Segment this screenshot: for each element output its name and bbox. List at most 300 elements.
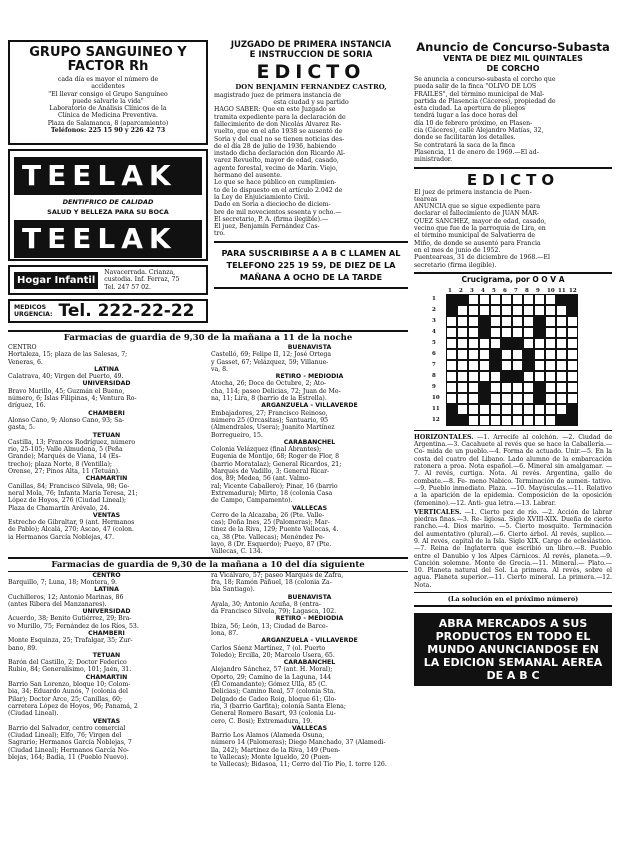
clue-line: capital de la Isla. Siglo XIX. Cargo de [452, 537, 572, 545]
crossword-cell [523, 404, 534, 415]
crossword-cell [556, 393, 567, 404]
clue-line: Argentina, gallo de combate.—8. Fe- [414, 470, 613, 485]
crossword-cell [501, 404, 512, 415]
grid-row-number: 7 [432, 361, 436, 368]
clue-line: el Danubio y los Alpes Cárnicos. Al [433, 552, 550, 560]
edicto-line: declarar el fallecimiento de JUAN MAR- [414, 210, 540, 218]
pharmacy-line: Extremadura); Mirto, 18 (colonia Casa [211, 489, 333, 497]
grid-row-number: 10 [432, 394, 440, 401]
crossword-cell [468, 393, 479, 404]
grid-column-number: 3 [470, 287, 474, 294]
crossword-cell [534, 360, 545, 371]
juzgado-body [214, 92, 408, 238]
crossword-cell [523, 305, 534, 316]
crossword-cell [523, 316, 534, 327]
district-heading: TETUAN [92, 651, 121, 659]
grid-column-number: 7 [514, 287, 518, 294]
grid-column-number: 12 [569, 287, 577, 294]
pharmacy-line: Acuerdo, 38; Benito Gutiérrez, 29; Bra- [8, 615, 132, 623]
crossword-black-cell [501, 338, 512, 349]
district-heading: UNIVERSIDAD [82, 608, 131, 616]
clue-line: actuado. Unir.—5. En la costa del [414, 448, 612, 463]
pharmacy-line: tínez de la Riva, 129; Puente Vallecas, 4. [211, 526, 339, 534]
pharmacy-2-right [211, 572, 408, 769]
crossword-grid [432, 288, 592, 428]
pharmacy-2-left [8, 572, 205, 769]
crossword-cell [545, 349, 556, 360]
crossword-cell [567, 338, 578, 349]
crossword-black-cell [534, 382, 545, 393]
crossword-black-cell [523, 360, 534, 371]
clue-line: Planeta superior.—11. Cierto mineral. [434, 574, 556, 582]
pharmacy-line: dos, 89; Medea, 56 (ant. Valmo- [211, 475, 311, 483]
pharmacy-line: Ayala, 30; Antonio Acuña, 8 (entra- [211, 600, 321, 608]
crossword-cell [490, 316, 501, 327]
crossword-cell [479, 294, 490, 305]
district-heading: UNIVERSIDAD [82, 380, 131, 388]
edicto-line: El juez de primera instancia de Puen- [414, 188, 532, 196]
hogar-line: custodia. Inf. Ferraz, 75 [104, 276, 180, 284]
district-heading: CHAMBERI [88, 409, 125, 417]
pharmacy-line: (Ciudad Lineal); Elfo, 76; Virgen del [8, 732, 122, 740]
clue-line: español.—6. Mineral sin amalgamar. [486, 463, 604, 471]
pharmacy-line: Cerro de la Alcazaba, 26 (Pte. Valle- [211, 511, 325, 519]
crossword-cell [556, 327, 567, 338]
anuncio-line: esta ciudad. La apertura de pliegos [414, 105, 526, 113]
crossword-black-cell [512, 371, 523, 382]
edicto-line: el término municipal de Salvatierra de [414, 232, 536, 240]
medicos-urgencia-ad [8, 299, 208, 323]
pharmacy-line: da Francisco Silvela, 79); Lagasca, 102. [211, 608, 337, 616]
crossword-black-cell [534, 327, 545, 338]
crossword-cell [567, 360, 578, 371]
pharmacy-line: Marqués de Vadillo, 3; General Ricar- [211, 468, 330, 476]
crossword-cell [457, 327, 468, 338]
clue-line: —7. Al revés, curtiga. Nota. Ai revés. [414, 463, 613, 478]
crossword-cell [512, 393, 523, 404]
crossword-cell [457, 382, 468, 393]
pharmacy-line: Grande); Marqués de Viana, 14 (Es- [8, 453, 121, 461]
pharmacy-line: Veneras, 6. [8, 358, 43, 366]
crossword-cell [567, 371, 578, 382]
crossword-black-cell [479, 393, 490, 404]
pharmacy-line: Barrio Los Alamos (Alameda Osuna, [211, 732, 325, 740]
juzgado-heading-2: E INSTRUCCION DE SORIA [249, 50, 373, 60]
crossword-cell [556, 338, 567, 349]
crossword-cell [545, 382, 556, 393]
crossword-cell [479, 404, 490, 415]
district-heading: VALLECAS [291, 504, 328, 512]
anuncio-line: ministrador. [414, 156, 453, 164]
crossword-cell [501, 382, 512, 393]
crossword-cell [534, 294, 545, 305]
pharmacy-line: gasta, 5. [8, 424, 35, 432]
pharmacy-1-left [8, 344, 205, 556]
grid-row-number: 12 [432, 416, 440, 423]
juzgado-line: magistrado juez de primera instancia de [214, 91, 341, 99]
district-heading: RETIRO - MEDIODIA [275, 373, 344, 381]
clue-line: cuatro del Libano. Lado alumno de la [445, 455, 569, 463]
crossword-cell [512, 382, 523, 393]
grupo-line: accidentes [91, 83, 125, 91]
grid-column-number: 4 [481, 287, 485, 294]
anuncio-line: cia (Cáceres), calle Alejandro Matías, 32, [414, 127, 544, 135]
pharmacy-line: López de Hoyos, 276 (Ciudad Lineal); [8, 497, 127, 505]
pharmacy-line: Barrio San Lorenzo, bloque 10; Colom- [8, 681, 131, 689]
pharmacy-line: Vallecas, C. 134. [211, 548, 263, 556]
anuncio-line: Se contratará la saca de la finca [414, 141, 516, 149]
crossword-cell [534, 349, 545, 360]
hogar-infantil-logo: Hogar Infantil [14, 272, 98, 289]
edicto-title: EDICTO [466, 170, 560, 189]
crossword-cell [457, 305, 468, 316]
juzgado-notice [214, 40, 408, 243]
grupo-line: Clínica de Medicina Preventiva. [58, 112, 158, 120]
juzgado-line: vuelto, que en el año 1938 se ausentó de [214, 128, 343, 136]
clue-line: —2. Ciudad de Argentina.—3. Cacahuete [414, 433, 612, 449]
crossword-cell [545, 316, 556, 327]
clue-line: aparición de la epidemia. Composición [430, 492, 559, 500]
crossword-cell [479, 338, 490, 349]
juzgado-judge-name: DON BENJAMIN FERNANDEZ CASTRO, [235, 83, 387, 91]
crossword-cell [490, 415, 501, 426]
pharmacy-line: número 14 (Palomeras); Diego Manchado, 37 (Alamedi- [211, 739, 386, 747]
grid-column-number: 8 [525, 287, 529, 294]
crossword-cell [545, 360, 556, 371]
district-heading: CHAMBERI [88, 629, 125, 637]
clue-line: meno Nabico. Terminación de aumen- [469, 477, 590, 485]
crossword-cell [457, 404, 468, 415]
edicto-line: QUEZ SANCHEZ, mayor de edad, casado, [414, 217, 547, 225]
crossword-cell [468, 349, 479, 360]
district-heading: LATINA [94, 586, 119, 594]
clue-line: tativo.—9. Pueblo inmediato. Plaza. [414, 477, 613, 492]
anuncio-subtitle-1: VENTA DE DIEZ MIL QUINTALES [443, 54, 583, 63]
pharmacy-line: Embajadores, 27; Francisco Reinoso, [211, 409, 328, 417]
pharmacy-line: Castilla, 13; Francos Rodríguez, número [8, 438, 136, 446]
pharmacy-line: ia Hermanos García Noblejas, 47. [8, 533, 115, 541]
district-heading: ARGANZUELA - VILLAVERDE [261, 637, 358, 645]
edicto-body [414, 189, 612, 269]
clue-line: embarcación ratonera a proa. Nota [414, 455, 612, 471]
pharmacy-line: Toledo); Ercilla, 20; Marcelo Usera, 65. [211, 651, 335, 659]
crossword-cell [479, 360, 490, 371]
crossword-black-cell [534, 393, 545, 404]
crossword-cell [523, 338, 534, 349]
crossword-cell [446, 360, 457, 371]
district-heading: LATINA [94, 365, 119, 373]
crossword-black-cell [457, 415, 468, 426]
grid-row-number: 11 [432, 405, 440, 412]
crossword-cell [545, 294, 556, 305]
district-heading: BUENAVISTA [287, 593, 332, 601]
juzgado-line: tro. [214, 230, 226, 238]
crossword-cell [523, 415, 534, 426]
juzgado-line: la Ley de Enjuiciamiento Civil. [214, 193, 310, 201]
crossword-cell [446, 338, 457, 349]
crossword-cell [512, 360, 523, 371]
pharmacy-line: lona, 87. [211, 629, 239, 637]
pharmacy-line: Alonso Cano, 9; Alonso Cano, 93; Sa- [8, 416, 125, 424]
juzgado-line: tramita expediente para la declaración de [214, 113, 346, 121]
juzgado-line: hermano del ausente. [214, 172, 283, 180]
clue-line: Plato.—10. Planeta natural del Sol. [414, 559, 612, 575]
clue-line: —1. Cierto pez de río. [464, 508, 539, 516]
grid-column-number: 1 [448, 287, 452, 294]
crossword-black-cell [501, 371, 512, 382]
grid-column-number: 10 [547, 287, 555, 294]
clue-line: —5. Cierto mosquito. Terminación del [414, 523, 613, 538]
district-heading: CENTRO [92, 571, 121, 579]
grupo-line: "El llevar consigo el Grupo Sanguíneo [48, 90, 168, 98]
juzgado-line: bre de mil novecientos sesenta y ocho.— [214, 208, 342, 216]
district-heading: VENTAS [92, 717, 121, 725]
district-heading: VALLECAS [291, 724, 328, 732]
crossword-black-cell [479, 382, 490, 393]
pharmacy-line: Barquillo, 7; Luna, 18; Montera, 9. [8, 578, 118, 586]
crucigrama [414, 274, 612, 431]
pharmacy-line: Barón del Castillo, 2; Doctor Federico [8, 659, 127, 667]
pharmacy-section [8, 330, 408, 769]
crossword-cell [512, 349, 523, 360]
crossword-cell [567, 327, 578, 338]
pharmacy-line: na, 11; Lira, 8 (barrio de la Estrella). [211, 395, 327, 403]
pharmacy-line: te Vallecas); Monte Igueldo, 20 (Puen- [211, 754, 332, 762]
district-heading: TETUAN [92, 431, 121, 439]
juzgado-line: HAGO SABER: Que en este Juzgado se [214, 106, 336, 114]
pharmacy-line: General Romero Basart, 93 (colonia Lu- [211, 710, 336, 718]
clue-line: —1. Arrecife al colchón. [477, 433, 559, 441]
crossword-cell [523, 294, 534, 305]
district-heading: VENTAS [92, 511, 121, 519]
crossword-cell [501, 294, 512, 305]
pharmacy-line: (El Comandante); Gómez Ulla, 85 (C. [211, 681, 328, 689]
pharmacy-line: bano, 89. [8, 644, 38, 652]
right-column [414, 40, 612, 686]
crossword-cell [512, 404, 523, 415]
grupo-sanguineo-ad [8, 40, 208, 145]
pharmacy-line: ria, 3 (barrio Garfita); colonia Santa Elena; [211, 702, 346, 710]
pharmacy-line: ral; Vicente Caballero); Pinar, 16 (barrio [211, 482, 338, 490]
grid-row-number: 2 [432, 306, 436, 313]
crossword-black-cell [567, 294, 578, 305]
hogar-line: Navacerrada. Crianza, [104, 269, 176, 277]
crossword-cell [468, 404, 479, 415]
juzgado-line: fallecimiento de don Nicolás Alvarez Re- [214, 120, 342, 128]
crossword-cell [534, 415, 545, 426]
grid-column-number: 6 [503, 287, 507, 294]
crossword-cell [490, 327, 501, 338]
pharmacy-line: de Campo, Campamento). [211, 497, 293, 505]
teelak-tagline-2: SALUD Y BELLEZA PARA SU BOCA [47, 208, 169, 216]
crossword-cell [534, 305, 545, 316]
grupo-line: cada día es mayor el número de [57, 76, 159, 83]
crossword-cell [523, 393, 534, 404]
pharmacy-line: lla, 242); Martínez de la Riva, 149 (Puen- [211, 746, 341, 754]
pharmacy-line: dríguez, 16. [8, 402, 46, 410]
grid-row-number: 3 [432, 317, 436, 324]
crossword-cell [556, 404, 567, 415]
crossword-cell [545, 338, 556, 349]
pharmacy-line: rio, 25-105; Valle Almudena, 5 (Peña [8, 446, 123, 454]
anuncio-title: Anuncio de Concurso-Subasta [416, 40, 610, 54]
clue-line: cierto rancho.—4. Dios marino. [414, 516, 613, 531]
clue-line: mida de un pueblo.—4. Forma de [427, 448, 534, 456]
crossword-black-cell [523, 349, 534, 360]
crossword-black-cell [446, 415, 457, 426]
crossword-cell [545, 305, 556, 316]
pharmacy-line: fra, 18; Ramón Pañuel, 18 (colonia Za- [211, 578, 332, 586]
juzgado-line: El juez, Benjamín Fernández Cas- [214, 223, 320, 231]
juzgado-line: agente forestal, vecino de Marín. Viejo, [214, 164, 338, 172]
crossword-cell [567, 349, 578, 360]
clue-line: de la oposición (femenino).—12. Anti- [414, 492, 613, 507]
juzgado-line: Lo que se hace público en cumplimien- [214, 179, 337, 187]
crossword-cell [446, 393, 457, 404]
clue-line: La primera.—12. Nota. [414, 574, 613, 589]
crossword-cell [446, 316, 457, 327]
crossword-cell [512, 294, 523, 305]
teelak-tagline-1: DENTIFRICO DE CALIDAD [62, 198, 154, 206]
grid-row-number: 4 [432, 328, 436, 335]
crossword-cell [457, 360, 468, 371]
crossword-cell [512, 327, 523, 338]
crossword-cell [479, 305, 490, 316]
pharmacy-line: Borregueiro, 15. [211, 431, 263, 439]
pharmacy-line: Pilar); Doctor Arce, 25; Canillas, 60; [8, 695, 123, 703]
edicto-line: en el mes de junio de 1952. [414, 246, 501, 254]
crossword-cell [490, 305, 501, 316]
crossword-black-cell [479, 327, 490, 338]
anuncio-line: Se anuncia a concurso-subasta el corcho que [414, 76, 556, 83]
crossword-cell [556, 360, 567, 371]
crossword-cell [468, 338, 479, 349]
pharmacy-line: Estrecho de Gibraltar, 9 (ant. Hermanos [8, 519, 135, 527]
hogar-infantil-ad [8, 265, 208, 295]
crossword-cell [534, 338, 545, 349]
crossword-cell [468, 360, 479, 371]
teelak-ad [8, 149, 208, 261]
clue-line: gua letra.—13. Labrar. [484, 499, 556, 507]
grid-row-number: 9 [432, 383, 436, 390]
anuncio-line: Plasencia, 11 de enero de 1969.—El ad- [414, 148, 539, 156]
pharmacy-line: Atocha, 26; Doce de Octubre, 2; Ato- [211, 380, 327, 388]
anuncio-line: día 10 de febrero próximo, en Plasen- [414, 119, 533, 127]
pharmacy-line: Eugenia de Montijo, 68; Roger de Flor, 8 [211, 453, 340, 461]
pharmacy-line: layo, 8 (Dr. Esquerdo); Pueyo, 87 (Pte. [211, 541, 332, 549]
pharmacy-line: Plaza de Chamartín Arévalo, 24. [8, 504, 110, 512]
district-heading: RETIRO - MEDIODIA [275, 615, 344, 623]
pharmacy-line: y Gasset, 67; Velázquez, 59; Villanue- [211, 358, 329, 366]
pharmacy-line: de Pablo); Alcalá, 270; Ascao, 47 (colon. [8, 526, 134, 534]
pharmacy-line: Canillas, 84; Francisco Silvela, 98; Ge- [8, 482, 130, 490]
crossword-cell [468, 415, 479, 426]
pharmacy-title-1: Farmacias de guardia de 9,30 de la mañana a 11 de la noche [63, 333, 353, 343]
subscribe-notice: PARA SUSCRIBIRSE A A B C LLAMEN AL TELEFONO 225 19 59, DE DIEZ DE LA MAÑANA A OCHO DE LA TARDE [214, 243, 408, 289]
crossword-cell [490, 338, 501, 349]
pharmacy-line: ra Vicálvaro, 57; paseo Marqués de Zafra, [211, 571, 344, 579]
crossword-cell [446, 371, 457, 382]
juzgado-line: Dado en Soria a dieciocho de diciem- [214, 201, 331, 209]
crossword-cell [523, 382, 534, 393]
grid-column-number: 9 [536, 287, 540, 294]
anuncio-line: pueda salir de la finca "OLIVO DE LOS [414, 83, 537, 91]
grupo-line: Teléfonos: 225 15 90 y 226 42 73 [50, 127, 166, 135]
clue-line: al revés que se hace la Caballería.—Co- [414, 441, 613, 456]
anuncio-subtitle-2: DE CORCHO [486, 64, 540, 73]
crossword-cell [512, 316, 523, 327]
pharmacy-line: carretera López de Hoyos, 96; Panamá, 2 [8, 702, 138, 710]
crossword-cell [490, 393, 501, 404]
grupo-sanguineo-title: GRUPO SANGUINEO Y FACTOR Rh [29, 45, 187, 74]
crossword-cell [512, 415, 523, 426]
grid-column-number: 11 [558, 287, 566, 294]
crossword-cell [457, 316, 468, 327]
solution-note: (La solución en el próximo número) [414, 592, 612, 607]
crossword-cell [490, 371, 501, 382]
clue-line: aumentativo (plural).—6. Cierto [426, 530, 528, 538]
pharmacy-line: ca, 38 (Pte. Vallecas); Menéndez Pe- [211, 533, 325, 541]
grupo-line: puede salvarle la vida" [72, 97, 144, 105]
pharmacy-line: blejas, 164; Badía, 11 (Pueblo Nuevo). [8, 754, 129, 762]
pharmacy-line: cero, C. Bosi); Extremadura, 19. [211, 717, 313, 725]
district-heading: CHAMARTIN [85, 673, 128, 681]
crossword-cell [479, 415, 490, 426]
horizontales-label: HORIZONTALES. [414, 433, 474, 441]
juzgado-heading-1: JUZGADO DE PRIMERA INSTANCIA [230, 40, 392, 50]
pharmacy-line: Monte Esquinza, 25; Trafalgar, 35; Zur- [8, 637, 133, 645]
newspaper-page [8, 40, 612, 850]
pharmacy-line: cha, 114; paseo Delicias, 72; Juan de Me- [211, 387, 341, 395]
pharmacy-line: Alejandro Sánchez, 57 (ant. H. Moral); [211, 666, 333, 674]
edicto-line: Puenteareas, 31 de diciembre de 1968.—El [414, 254, 550, 262]
juzgado-line: varez Revuelto, mayor de edad, casado, [214, 157, 339, 165]
crossword-cell [490, 404, 501, 415]
grupo-line: Plaza de Salamanca, 8 (aparcamiento) [47, 119, 169, 127]
crossword-cell [468, 371, 479, 382]
pharmacy-line: Oporto, 29; Camino de la Laguna, 144 [211, 673, 332, 681]
pharmacy-line: bia, 34; Eduardo Aunós, 7 (colonia del [8, 688, 128, 696]
grid-row-number: 6 [432, 350, 436, 357]
crossword-cell [479, 349, 490, 360]
pharmacy-line: Delicias); Camino Real, 57 (colonia Sta. [211, 688, 336, 696]
pharmacy-line: número 25 (Orcasitas); Santuario, 95 [211, 416, 329, 424]
crossword-cell [501, 349, 512, 360]
juzgado-line: de el día 28 de julio de 1936, habiendo [214, 142, 336, 150]
teelak-logo: TEELAK [14, 157, 202, 195]
crossword-black-cell [567, 415, 578, 426]
crossword-black-cell [567, 305, 578, 316]
anuncio-line: donde se facilitarán los detalles. [414, 134, 516, 142]
anuncio-concurso [414, 40, 612, 169]
crossword-cell [556, 349, 567, 360]
grupo-line: Laboratorio de Análisis Clínicos de la [49, 105, 167, 113]
pharmacy-line: Barrio del Salvador, centro comercial [8, 724, 126, 732]
medicos-phone: Tel. 222-22-22 [58, 301, 195, 321]
pharmacy-line: (Almendrales, Usera); Juanito Martínez [211, 424, 335, 432]
clue-line: revés, planeta.—9. Canción solemne. [414, 552, 612, 567]
district-heading: CHAMARTIN [85, 475, 128, 483]
district-heading: CARABANCHEL [283, 659, 336, 667]
crucigrama-clues [414, 431, 612, 686]
crossword-cell [457, 338, 468, 349]
anuncio-line: FRAILES", del término municipal de Mal- [414, 90, 545, 98]
edicto-puenteareas [414, 169, 612, 274]
grid-column-number: 5 [492, 287, 496, 294]
grid-row-number: 8 [432, 372, 436, 379]
crossword-cell [490, 382, 501, 393]
crossword-black-cell [446, 294, 457, 305]
